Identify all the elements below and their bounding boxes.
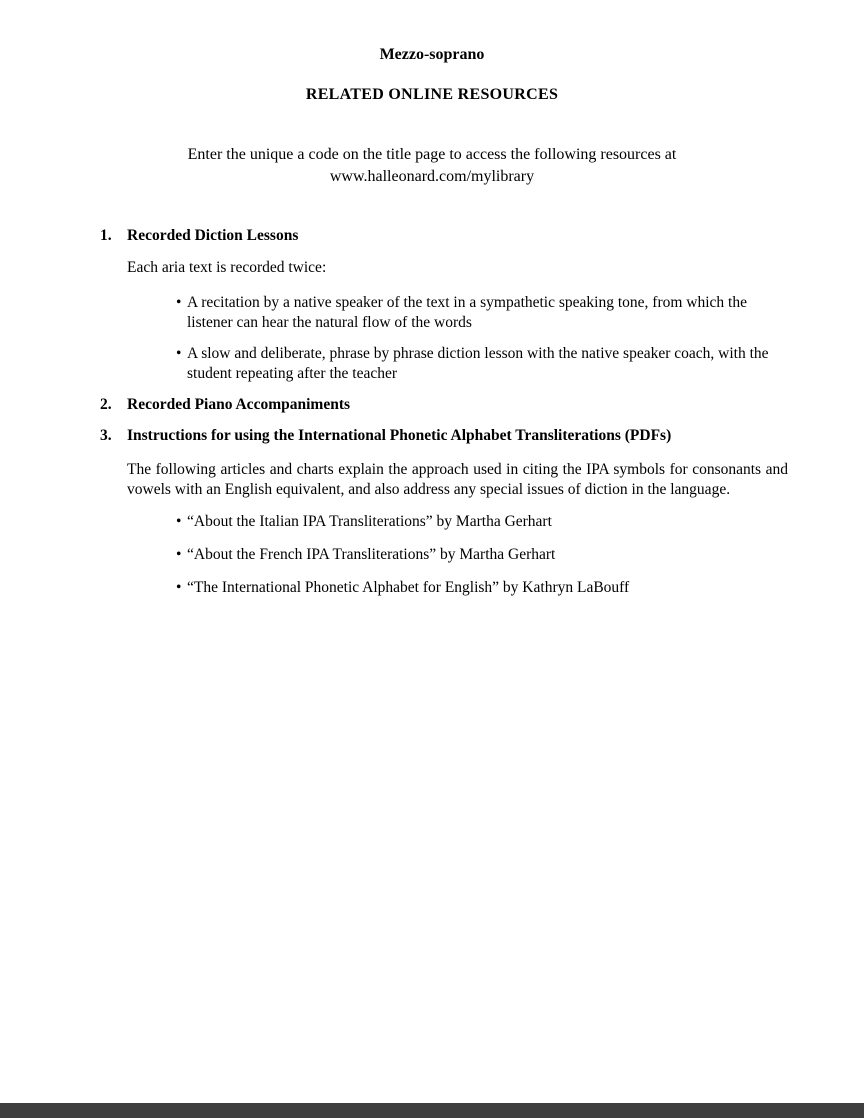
page-subtitle: RELATED ONLINE RESOURCES	[305, 86, 559, 103]
item-3-paragraph	[127, 460, 788, 499]
bullet-line: student repeating after the teacher	[187, 364, 397, 382]
page-title: Mezzo-soprano	[379, 46, 485, 63]
list-item-1-heading	[100, 226, 298, 245]
list-item-2-heading	[100, 395, 350, 414]
bullet-icon: •	[176, 579, 182, 596]
intro-text	[0, 144, 864, 187]
bullet-icon: •	[176, 345, 182, 362]
item-1-lead-text: Each aria text is recorded twice:	[127, 259, 327, 276]
item-3-bullet-2	[176, 545, 555, 565]
intro-line-2-url: www.halleonard.com/mylibrary	[329, 167, 535, 185]
list-item-1-title: Recorded Diction Lessons	[127, 227, 299, 244]
item-3-bullet-1	[176, 512, 552, 532]
bullet-icon: •	[176, 546, 182, 563]
bullet-icon: •	[176, 513, 182, 530]
list-item-2-title: Recorded Piano Accompaniments	[127, 396, 351, 413]
bullet-line: A recitation by a native speaker of the text in a sympathetic speaking tone, from which the	[187, 294, 747, 311]
list-item-2-number: 2.	[100, 396, 112, 413]
item-3-bullet-3	[176, 578, 629, 598]
paragraph-line: The following articles and charts explain the approach used in citing the IPA symbols for consonants and	[127, 461, 788, 478]
bullet-line: listener can hear the natural flow of the words	[187, 313, 472, 331]
bullet-line: “About the French IPA Transliterations” by Martha Gerhart	[187, 546, 556, 563]
list-item-3-number: 3.	[100, 427, 112, 444]
item-1-bullet-1	[176, 293, 747, 332]
bullet-line: A slow and deliberate, phrase by phrase diction lesson with the native speaker coach, with the	[187, 345, 769, 362]
list-item-3-heading	[100, 426, 671, 445]
item-1-bullet-2	[176, 344, 769, 383]
bullet-line: “About the Italian IPA Transliterations” by Martha Gerhart	[187, 513, 552, 530]
list-item-3-title: Instructions for using the International Phonetic Alphabet Transliterations (PDFs)	[127, 427, 672, 444]
page-bottom-edge	[0, 1103, 864, 1118]
intro-line-1: Enter the unique a code on the title page to access the following resources at	[187, 146, 677, 163]
list-item-1-number: 1.	[100, 227, 112, 244]
bullet-line: “The International Phonetic Alphabet for English” by Kathryn LaBouff	[187, 579, 630, 596]
bullet-icon: •	[176, 294, 182, 311]
paragraph-line: vowels with an English equivalent, and also address any special issues of diction in the language.	[127, 480, 731, 498]
